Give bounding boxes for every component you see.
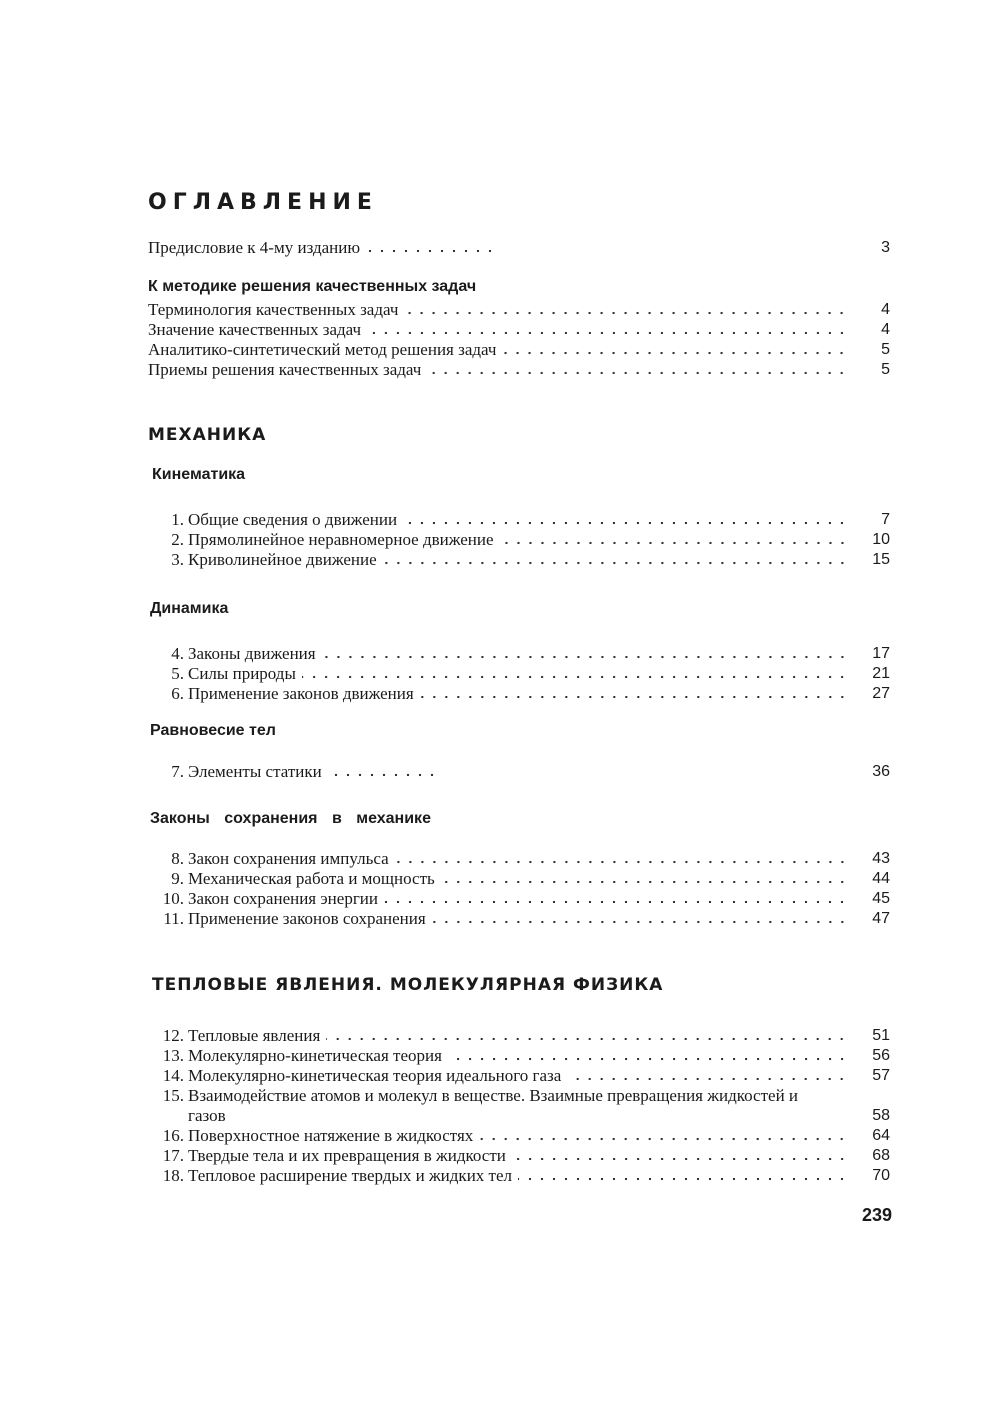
entry-label: Тепловое расширение твердых и жидких тел bbox=[188, 1166, 512, 1185]
dot-leader bbox=[403, 521, 848, 525]
dot-leader bbox=[395, 860, 848, 864]
entry-number: 16. bbox=[162, 1126, 184, 1145]
entry-label: Приемы решения качественных задач bbox=[148, 360, 422, 379]
entry-label: Криволинейное движение bbox=[188, 550, 377, 569]
entry-label: Закон сохранения импульса bbox=[188, 849, 389, 868]
entry-label: Терминология качественных задач bbox=[148, 300, 399, 319]
entry-label: Применение законов сохранения bbox=[188, 909, 426, 928]
dot-leader bbox=[448, 1057, 848, 1061]
entry-number: 1. bbox=[171, 510, 184, 529]
subsection-heading-dynamics: Динамика bbox=[150, 600, 229, 617]
dot-leader bbox=[427, 371, 848, 375]
dot-leader bbox=[383, 561, 848, 565]
section-heading-mechanics: МЕХАНИКА bbox=[148, 425, 267, 445]
entry-page: 10 bbox=[872, 531, 890, 548]
dot-leader bbox=[567, 1077, 848, 1081]
toc-entry[interactable] bbox=[160, 684, 890, 704]
entry-page: 36 bbox=[872, 763, 890, 780]
dot-leader bbox=[420, 695, 848, 699]
entry-label: Элементы статики bbox=[188, 762, 322, 781]
entry-label: Предисловие к 4-му изданию bbox=[148, 238, 361, 257]
entry-label: Применение законов движения bbox=[188, 684, 414, 703]
dot-leader bbox=[502, 351, 848, 355]
entry-page: 27 bbox=[872, 685, 890, 702]
toc-entry[interactable] bbox=[160, 889, 890, 909]
toc-entry[interactable] bbox=[148, 320, 890, 340]
method-heading: К методике решения качественных задач bbox=[148, 278, 477, 295]
entry-number: 17. bbox=[162, 1146, 184, 1165]
entry-page: 43 bbox=[872, 850, 890, 867]
entry-page: 57 bbox=[872, 1067, 890, 1084]
entry-number: 14. bbox=[162, 1066, 184, 1085]
entry-number: 10. bbox=[162, 889, 184, 908]
entry-page: 4 bbox=[881, 301, 890, 318]
toc-entry[interactable] bbox=[160, 1126, 890, 1146]
dot-leader bbox=[328, 773, 438, 777]
entry-page: 3 bbox=[881, 239, 890, 256]
entry-label: Механическая работа и мощность bbox=[188, 869, 435, 888]
dot-leader bbox=[322, 655, 848, 659]
entry-page: 5 bbox=[881, 341, 890, 358]
entry-page: 45 bbox=[872, 890, 890, 907]
dot-leader bbox=[367, 331, 848, 335]
toc-entry[interactable] bbox=[160, 530, 890, 550]
subsection-heading-conservation: Законы сохранения в механике bbox=[150, 810, 431, 827]
entry-page: 15 bbox=[872, 551, 890, 568]
entry-label: Молекулярно-кинетическая теория идеального газа bbox=[188, 1066, 562, 1085]
entry-number: 2. bbox=[171, 530, 184, 549]
section-heading-thermal: ТЕПЛОВЫЕ ЯВЛЕНИЯ. МОЛЕКУЛЯРНАЯ ФИЗИКА bbox=[152, 975, 664, 995]
entry-number: 5. bbox=[171, 664, 184, 683]
toc-entry[interactable] bbox=[160, 869, 890, 889]
entry-page: 44 bbox=[872, 870, 890, 887]
entry-page: 21 bbox=[872, 665, 890, 682]
entry-number: 3. bbox=[171, 550, 184, 569]
entry-number: 4. bbox=[171, 644, 184, 663]
dot-leader bbox=[518, 1177, 848, 1181]
toc-entry[interactable] bbox=[160, 1166, 890, 1186]
entry-number: 12. bbox=[162, 1026, 184, 1045]
entry-page: 64 bbox=[872, 1127, 890, 1144]
entry-label: Взаимодействие атомов и молекул в веществе. Взаимные превращения жидкостей и газов bbox=[188, 1086, 799, 1125]
toc-entry[interactable] bbox=[148, 360, 890, 380]
entry-number: 15. bbox=[162, 1086, 184, 1105]
toc-entry[interactable] bbox=[160, 909, 890, 929]
dot-leader bbox=[366, 249, 496, 253]
entry-number: 13. bbox=[162, 1046, 184, 1065]
entry-label: Законы движения bbox=[188, 644, 316, 663]
entry-page: 5 bbox=[881, 361, 890, 378]
entry-number: 6. bbox=[171, 684, 184, 703]
dot-leader bbox=[384, 900, 848, 904]
entry-label: Общие сведения о движении bbox=[188, 510, 398, 529]
toc-entry[interactable] bbox=[148, 300, 890, 320]
dot-leader bbox=[404, 311, 848, 315]
toc-entry[interactable] bbox=[160, 1146, 890, 1166]
toc-entry[interactable] bbox=[160, 550, 890, 570]
toc-entry[interactable] bbox=[160, 1066, 890, 1086]
entry-number: 11. bbox=[163, 909, 184, 928]
entry-page: 56 bbox=[872, 1047, 890, 1064]
dot-leader bbox=[479, 1137, 848, 1141]
entry-number: 9. bbox=[171, 869, 184, 888]
entry-label: Прямолинейное неравномерное движение bbox=[188, 530, 494, 549]
entry-label: Значение качественных задач bbox=[148, 320, 362, 339]
entry-page: 47 bbox=[872, 910, 890, 927]
toc-entry[interactable] bbox=[160, 664, 890, 684]
toc-entry-preface[interactable] bbox=[148, 238, 890, 258]
toc-entry[interactable] bbox=[160, 762, 890, 782]
entry-label: Аналитико-синтетический метод решения задач bbox=[148, 340, 497, 359]
entry-page: 68 bbox=[872, 1147, 890, 1164]
dot-leader bbox=[432, 920, 848, 924]
dot-leader bbox=[441, 880, 848, 884]
dot-leader bbox=[302, 675, 848, 679]
subsection-heading-kinematics: Кинематика bbox=[152, 466, 246, 483]
entry-label: Силы природы bbox=[188, 664, 296, 683]
entry-page: 7 bbox=[881, 511, 890, 528]
toc-title: ОГЛАВЛЕНИЕ bbox=[148, 190, 378, 215]
dot-leader bbox=[326, 1037, 848, 1041]
toc-entry[interactable] bbox=[160, 1086, 890, 1126]
page-number: 239 bbox=[861, 1205, 892, 1225]
entry-label: Закон сохранения энергии bbox=[188, 889, 378, 908]
toc-entry[interactable] bbox=[160, 510, 890, 530]
subsection-heading-equilibrium: Равновесие тел bbox=[150, 722, 276, 739]
entry-page: 17 bbox=[872, 645, 890, 662]
toc-entry[interactable] bbox=[148, 340, 890, 360]
entry-page: 58 bbox=[872, 1107, 890, 1124]
entry-number: 7. bbox=[171, 762, 184, 781]
entry-label: Поверхностное натяжение в жидкостях bbox=[188, 1126, 474, 1145]
toc-entry[interactable] bbox=[160, 1046, 890, 1066]
toc-entry[interactable] bbox=[160, 849, 890, 869]
entry-label: Молекулярно-кинетическая теория bbox=[188, 1046, 442, 1065]
entry-number: 8. bbox=[171, 849, 184, 868]
entry-page: 4 bbox=[881, 321, 890, 338]
dot-leader bbox=[512, 1157, 848, 1161]
entry-label: Твердые тела и их превращения в жидкости bbox=[188, 1146, 506, 1165]
toc-entry[interactable] bbox=[160, 644, 890, 664]
entry-page: 70 bbox=[872, 1167, 890, 1184]
dot-leader bbox=[500, 541, 848, 545]
entry-page: 51 bbox=[872, 1027, 890, 1044]
entry-label: Тепловые явления bbox=[188, 1026, 321, 1045]
toc-entry[interactable] bbox=[160, 1026, 890, 1046]
entry-number: 18. bbox=[162, 1166, 184, 1185]
